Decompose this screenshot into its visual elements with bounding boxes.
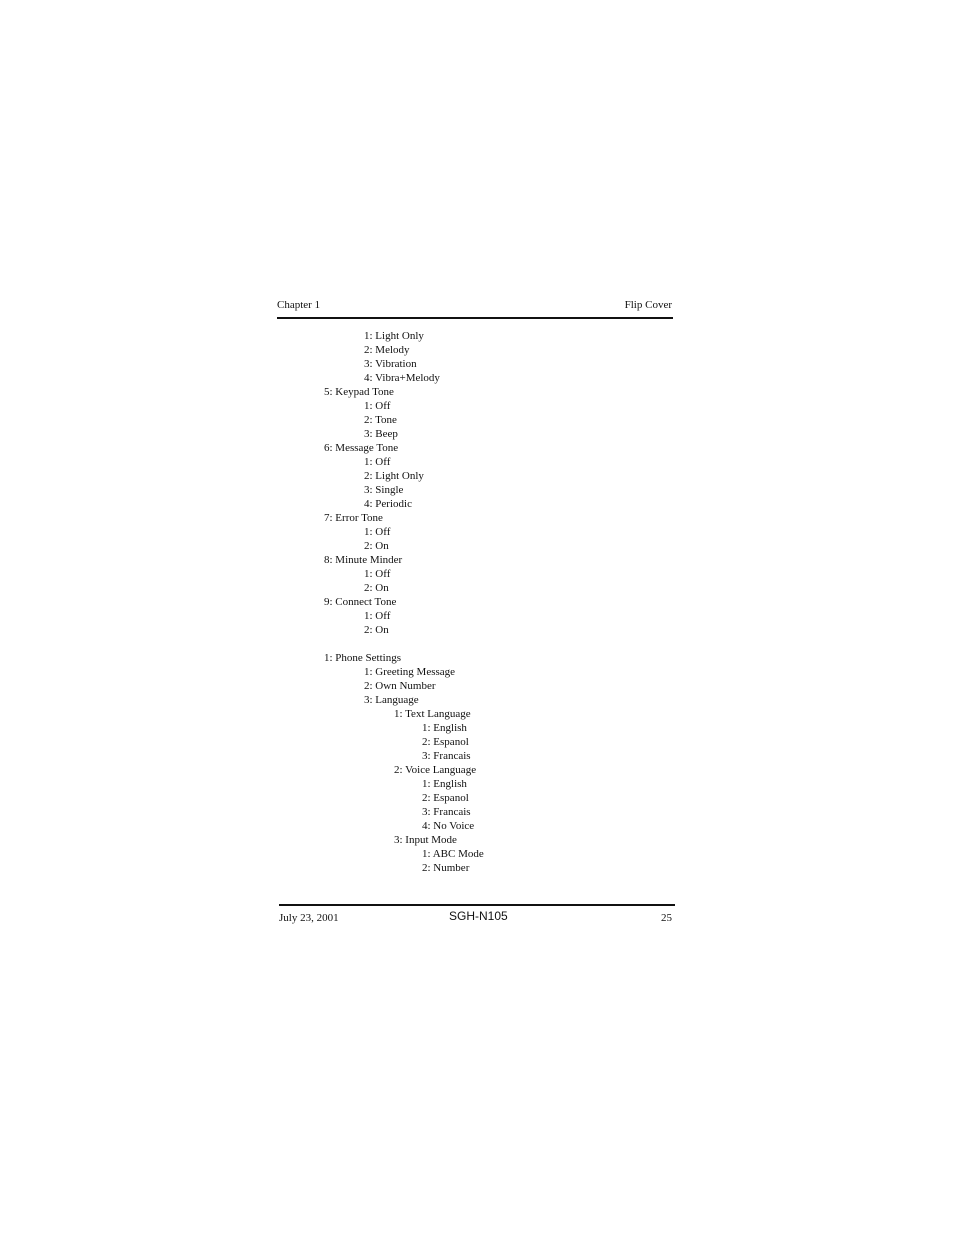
- header-chapter: Chapter 1: [277, 299, 321, 311]
- menu-item-level-3: 2: Voice Language: [394, 764, 477, 776]
- header-section: Flip Cover: [624, 299, 672, 311]
- menu-item-level-4: 2: Espanol: [422, 736, 469, 748]
- menu-item-level-2: 3: Vibration: [364, 358, 417, 370]
- footer-rule: [279, 904, 675, 906]
- menu-item-level-2: 3: Beep: [364, 428, 398, 440]
- menu-item-level-2: 2: Own Number: [364, 680, 436, 692]
- menu-item-level-1: 1: Phone Settings: [324, 652, 402, 664]
- menu-item-level-3: 1: Text Language: [394, 708, 471, 720]
- menu-item-level-2: 4: Periodic: [364, 498, 412, 510]
- menu-item-level-2: 2: On: [364, 540, 389, 552]
- menu-item-level-4: 2: Number: [422, 862, 470, 874]
- menu-item-level-4: 3: Francais: [422, 750, 471, 762]
- menu-item-level-2: 1: Light Only: [364, 330, 424, 342]
- menu-item-level-2: 4: Vibra+Melody: [364, 372, 440, 384]
- menu-item-level-1: 7: Error Tone: [324, 512, 383, 524]
- menu-item-level-1: 6: Message Tone: [324, 442, 399, 454]
- menu-item-level-1: 8: Minute Minder: [324, 554, 403, 566]
- menu-item-level-1: 5: Keypad Tone: [324, 386, 394, 398]
- menu-item-level-1: 9: Connect Tone: [324, 596, 397, 608]
- menu-item-level-4: 1: English: [422, 778, 467, 790]
- menu-item-level-2: 1: Off: [364, 400, 391, 412]
- menu-item-level-2: 1: Off: [364, 526, 391, 538]
- menu-item-level-2: 2: Melody: [364, 344, 410, 356]
- menu-item-level-2: 2: Light Only: [364, 470, 424, 482]
- menu-item-level-2: 1: Off: [364, 456, 391, 468]
- footer-page-number: 25: [661, 912, 672, 924]
- menu-item-level-4: 3: Francais: [422, 806, 471, 818]
- header-rule: [277, 317, 673, 319]
- menu-item-level-4: 1: English: [422, 722, 467, 734]
- menu-item-level-3: 3: Input Mode: [394, 834, 457, 846]
- menu-item-level-2: 3: Single: [364, 484, 404, 496]
- menu-item-level-2: 3: Language: [364, 694, 419, 706]
- menu-item-level-2: 1: Greeting Message: [364, 666, 456, 678]
- menu-item-level-2: 2: Tone: [364, 414, 397, 426]
- menu-item-level-4: 2: Espanol: [422, 792, 469, 804]
- menu-item-level-4: 4: No Voice: [422, 820, 475, 832]
- menu-item-level-2: 1: Off: [364, 610, 391, 622]
- footer-model: SGH-N105: [449, 909, 508, 923]
- footer-date: July 23, 2001: [279, 912, 339, 924]
- menu-item-level-2: 1: Off: [364, 568, 391, 580]
- menu-item-level-2: 2: On: [364, 582, 389, 594]
- menu-item-level-4: 1: ABC Mode: [422, 848, 484, 860]
- menu-item-level-2: 2: On: [364, 624, 389, 636]
